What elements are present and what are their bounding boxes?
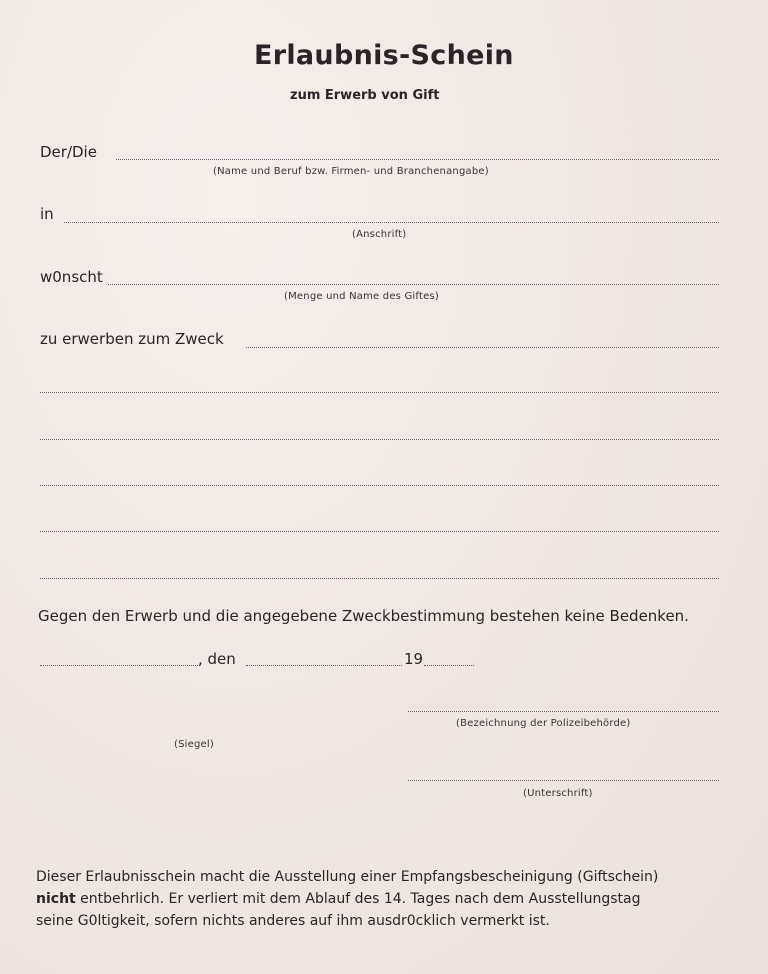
footer-note — [36, 866, 726, 932]
den-label: , den — [198, 650, 236, 668]
form-title: Erlaubnis-Schein — [254, 40, 514, 71]
footer-line-1: Dieser Erlaubnisschein macht die Ausstellung einer Empfangsbescheinigung (Giftschein) — [36, 869, 659, 885]
place-field[interactable] — [40, 665, 200, 666]
authority-hint: (Bezeichnung der Polizeibehörde) — [456, 718, 631, 729]
der-die-label: Der/Die — [40, 143, 97, 161]
footer-bold-word: nicht — [36, 891, 76, 907]
year-prefix: 19 — [404, 650, 424, 668]
seal-label: (Siegel) — [174, 739, 214, 750]
der-die-field[interactable] — [116, 159, 719, 160]
purpose-line-4[interactable] — [40, 485, 719, 486]
poison-field[interactable] — [108, 284, 719, 285]
signature-hint: (Unterschrift) — [523, 788, 593, 799]
purpose-label: zu erwerben zum Zweck — [40, 330, 224, 348]
in-label: in — [40, 205, 54, 223]
purpose-line-6[interactable] — [40, 578, 719, 579]
purpose-line-5[interactable] — [40, 531, 719, 532]
authority-field[interactable] — [408, 711, 719, 712]
address-field[interactable] — [64, 222, 719, 223]
address-hint: (Anschrift) — [352, 229, 407, 240]
wunscht-label: w0nscht — [40, 268, 103, 286]
signature-field[interactable] — [408, 780, 719, 781]
footer-line-2: entbehrlich. Er verliert mit dem Ablauf des 14. Tages nach dem Ausstellungstag — [75, 891, 641, 907]
date-field[interactable] — [246, 665, 402, 666]
purpose-field[interactable] — [246, 347, 719, 348]
footer-line-3: seine G0ltigkeit, sofern nichts anderes auf ihm ausdr0cklich vermerkt ist. — [36, 913, 550, 929]
der-die-hint: (Name und Beruf bzw. Firmen- und Branchenangabe) — [213, 166, 489, 177]
year-field[interactable] — [424, 665, 474, 666]
purpose-line-2[interactable] — [40, 392, 719, 393]
purpose-line-3[interactable] — [40, 439, 719, 440]
poison-hint: (Menge und Name des Giftes) — [284, 291, 439, 302]
form-subtitle: zum Erwerb von Gift — [290, 88, 440, 103]
approval-statement: Gegen den Erwerb und die angegebene Zweckbestimmung bestehen keine Bedenken. — [38, 607, 689, 625]
